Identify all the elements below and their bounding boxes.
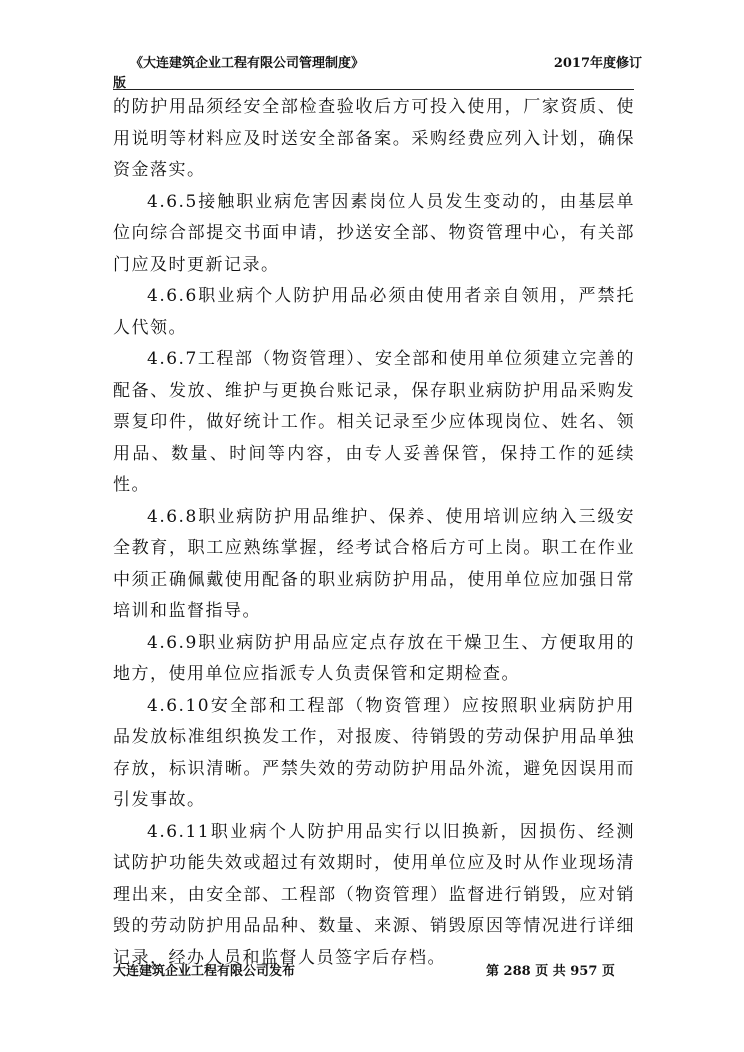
paragraph: 4.6.10安全部和工程部（物资管理）应按照职业病防护用品发放标准组织换发工作，对报废、待销毁的劳动保护用品单独存放，标识清晰。严禁失效的劳动防护用品外流，避免因误用而引发事故。 <box>113 695 635 810</box>
header-rule <box>113 89 634 90</box>
paragraph: 4.6.6职业病个人防护用品必须由使用者亲自领用，严禁托人代领。 <box>113 286 635 338</box>
header-edition-wrap: 版 <box>113 76 127 91</box>
paragraph: 4.6.7工程部（物资管理）、安全部和使用单位须建立完善的配备、发放、维护与更换台账记录，保存职业病防护用品采购发票复印件，做好统计工作。相关记录至少应体现岗位、姓名、领用品、数量、时间等内容，由专人妥善保管，保持工作的延续性。 <box>113 349 635 495</box>
paragraph: 4.6.9职业病防护用品应定点存放在干燥卫生、方便取用的地方，使用单位应指派专人负责保管和定期检查。 <box>113 632 635 684</box>
paragraph: 的防护用品须经安全部检查验收后方可投入使用，厂家资质、使用说明等材料应及时送安全部备案。采购经费应列入计划，确保资金落实。 <box>113 97 635 180</box>
paragraph: 4.6.11职业病个人防护用品实行以旧换新，因损伤、经测试防护功能失效或超过有效期时，使用单位应及时从作业现场清理出来，由安全部、工程部（物资管理）监督进行销毁，应对销毁的劳动防护用品品种、数量、来源、销毁原因等情况进行详细记录，经办人员和监督人员签字后存档。 <box>113 821 635 968</box>
footer-publisher: 大连建筑企业工程有限公司发布 <box>113 964 296 979</box>
header-edition: 2017年度修订 <box>553 56 642 71</box>
header-title: 《大连建筑企业工程有限公司管理制度》 <box>130 56 365 71</box>
footer-page-info: 第 288 页 共 957 页 <box>486 964 615 979</box>
paragraph: 4.6.8职业病防护用品维护、保养、使用培训应纳入三级安全教育，职工应熟练掌握，经考试合格后方可上岗。职工在作业中须正确佩戴使用配备的职业病防护用品，使用单位应加强日常培训和监督指导。 <box>113 506 635 621</box>
document-body <box>113 92 635 974</box>
paragraph: 4.6.5接触职业病危害因素岗位人员发生变动的，由基层单位向综合部提交书面申请，抄送安全部、物资管理中心，有关部门应及时更新记录。 <box>113 191 635 275</box>
